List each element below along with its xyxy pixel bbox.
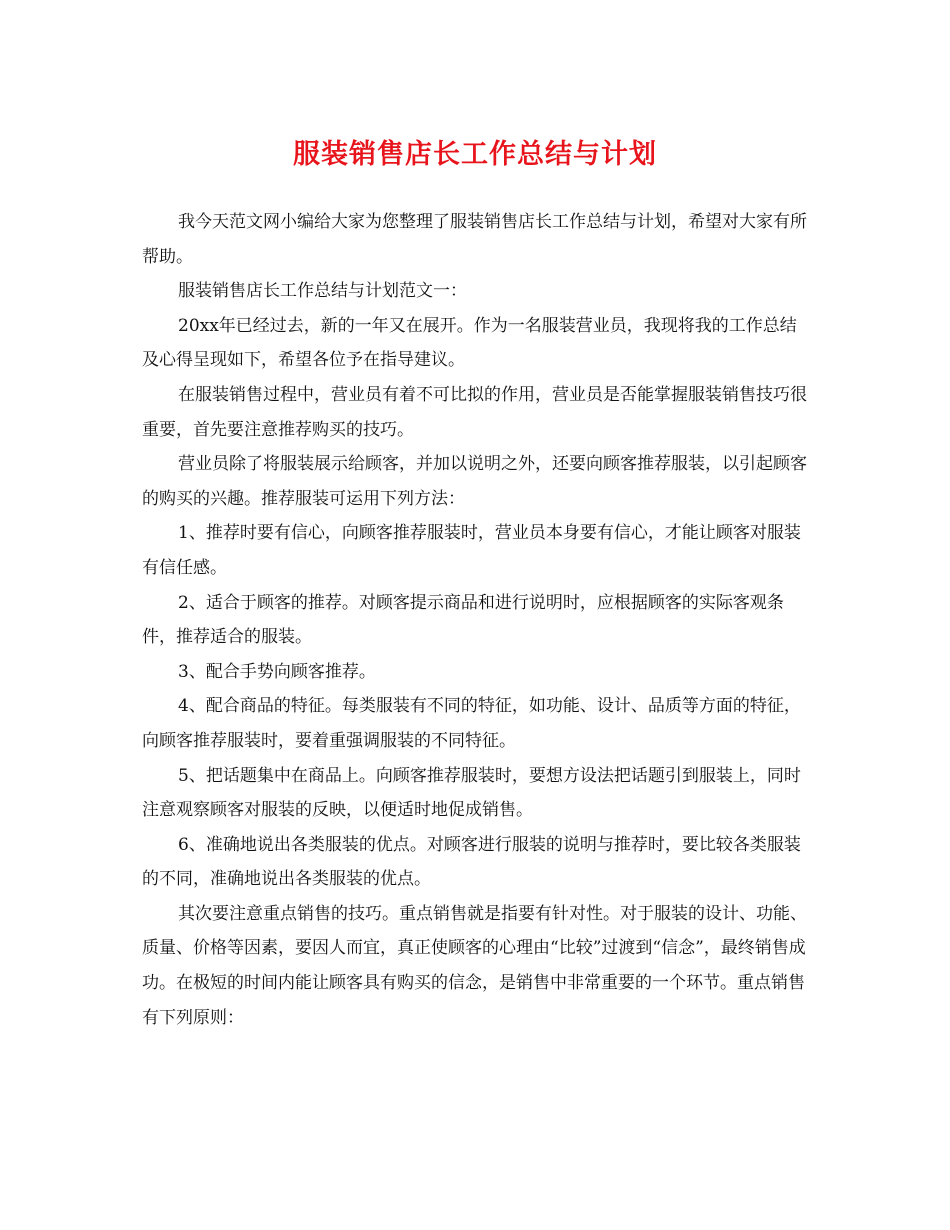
list-item: 1、推荐时要有信心，向顾客推荐服装时，营业员本身要有信心，才能让顾客对服装有信任感。 <box>142 523 801 578</box>
document-title: 服装销售店长工作总结与计划 <box>293 139 657 170</box>
document-body <box>142 205 810 1035</box>
list-item: 4、配合商品的特征。每类服装有不同的特征，如功能、设计、品质等方面的特征，向顾客推荐服装时，要着重强调服装的不同特征。 <box>142 696 801 751</box>
list-item: 6、准确地说出各类服装的优点。对顾客进行服装的说明与推荐时，要比较各类服装的不同，准确地说出各类服装的优点。 <box>142 834 801 890</box>
paragraph: 营业员除了将服装展示给顾客，并加以说明之外，还要向顾客推荐服装，以引起顾客的购买的兴趣。推荐服装可运用下列方法： <box>142 454 807 509</box>
paragraph-sample-heading: 服装销售店长工作总结与计划范文一： <box>178 281 467 302</box>
list-item: 5、把话题集中在商品上。向顾客推荐服装时，要想方设法把话题引到服装上，同时注意观察顾客对服装的反映，以便适时地促成销售。 <box>142 765 801 821</box>
paragraph-intro: 我今天范文网小编给大家为您整理了服装销售店长工作总结与计划，希望对大家有所帮助。 <box>142 212 807 267</box>
paragraph: 其次要注意重点销售的技巧。重点销售就是指要有针对性。对于服装的设计、功能、质量、价格等因素，要因人而宜，真正使顾客的心理由“比较”过渡到“信念”，最终销售成功。在极短的时间内能让顾客具有购买的信念，是销售中非常重要的一个环节。重点销售有下列原则： <box>142 903 807 1028</box>
paragraph: 在服装销售过程中，营业员有着不可比拟的作用，营业员是否能掌握服装销售技巧很重要，首先要注意推荐购买的技巧。 <box>142 384 807 440</box>
list-item: 3、配合手势向顾客推荐。 <box>178 661 376 682</box>
paragraph: 20xx年已经过去，新的一年又在展开。作为一名服装营业员，我现将我的工作总结及心得呈现如下，希望各位予在指导建议。 <box>142 315 797 371</box>
list-item: 2、适合于顾客的推荐。对顾客提示商品和进行说明时，应根据顾客的实际客观条件，推荐适合的服装。 <box>142 592 784 648</box>
